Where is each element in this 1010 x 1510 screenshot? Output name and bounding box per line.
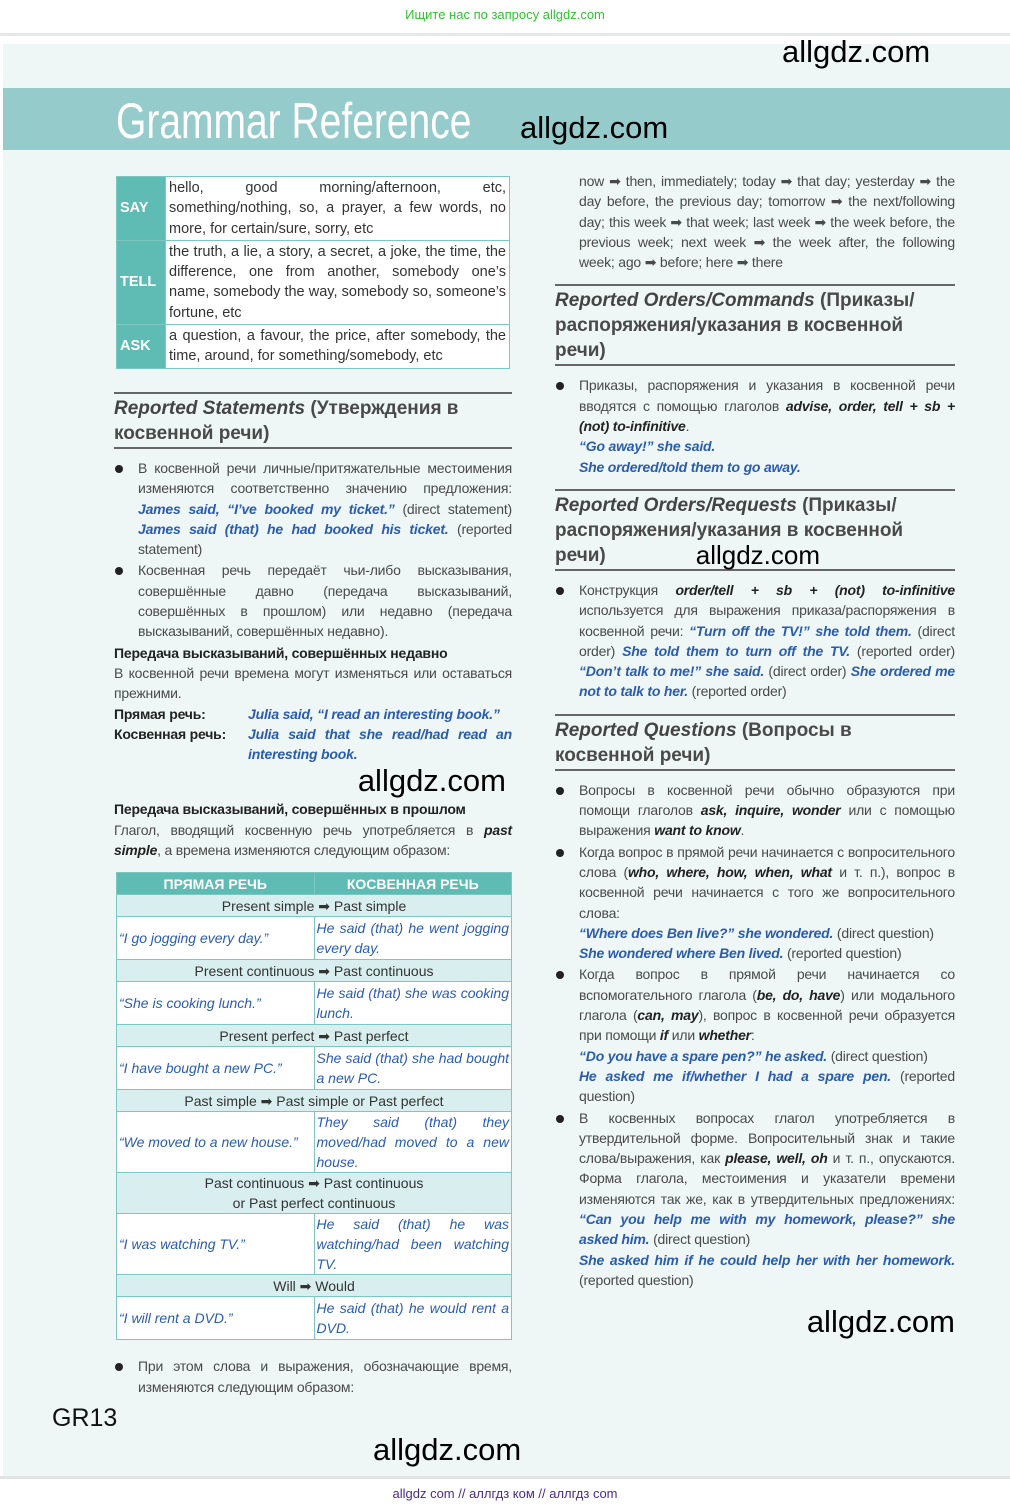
text-run: . [685,418,690,435]
text-run: “Do you have a spare pen?” he asked. [579,1047,827,1064]
text-run: ask, inquire, wonder [700,802,841,819]
verb-collocations: a question, a favour, the price, after somebody, the time, around, for something/somebody, etc [166,325,510,369]
bullet-item [114,560,512,641]
text-run: “Go away!” she said. [579,438,716,455]
text-run: “Don’t talk to me!” she said. [579,663,765,680]
text-run: order/tell + sb + (not) to-infinitive [675,581,956,598]
text-run: и т. п., опускаются. Форма глагола, местоимения и указатели времени изменяются так же, как в утвердительных предложениях: [579,1150,955,1207]
text-run: James said, “I’ve booked my ticket.” [138,500,395,517]
example-text [248,704,512,724]
text-run: (reported question) [579,1067,955,1105]
text-run: Reported Orders/Commands [555,290,815,312]
text-run: Глагол, вводящий косвенную речь употребляется в [114,821,484,838]
text-run: who, where, how, when, what [627,863,832,880]
text-run: В косвенной речи личные/притяжательные местоимения изменяются соответственно значению предложения: [138,460,512,497]
page-title: Grammar Reference [116,93,472,149]
watermark: allgdz.com [520,110,669,145]
text-run: “Can you help me with my homework, please?” she asked him. [579,1210,955,1248]
example-label: Прямая речь: [114,705,206,722]
text-run: James said (that) he had booked his ticket. [138,520,449,537]
example-row [117,982,512,1025]
example-text [248,724,512,765]
divider [0,1476,1010,1479]
example-row [114,724,512,765]
tense-rule-row [117,1173,512,1214]
text-run: He asked me if/whether I had a spare pen. [579,1067,891,1084]
text-run: She ordered/told them to go away. [579,458,801,475]
text-run: Julia said, “I read an interesting book.” [248,705,500,722]
text-run: if [659,1027,669,1044]
text-run: и т. п.), вопрос в косвенной речи начинается с того же вопросительного слова: [579,863,955,921]
text-run: , а времена изменяются следующим образом: [157,842,451,859]
table-row [117,240,510,324]
bullet-line [579,375,955,436]
text-run: (direct question) [833,924,934,941]
paragraph [555,171,955,272]
left-column [114,380,512,1398]
bullet-line [579,1108,955,1250]
bullet-line [579,842,955,923]
bullet-item [555,964,955,1106]
example-row [117,1297,512,1340]
direct-speech-example: “I have bought a new PC.” [117,1047,315,1090]
bullet-line [579,457,955,477]
verb-collocations: the truth, a lie, a story, a secret, a joke, the time, the difference, one from another, somebody one’s name, somebody the way, somebody so, someone’s fortune, etc [166,240,510,324]
text-run: Julia said that she read/had read an interesting book. [248,725,512,763]
text-run: (reported statement) [138,520,512,558]
text-run: (direct question) [649,1231,751,1248]
text-run: advise, order, tell + sb + (not) to-infinitive [579,397,955,435]
direct-speech-example: “I will rent a DVD.” [117,1297,315,1340]
verb-label: TELL [117,240,166,324]
reported-speech-example: They said (that) they moved/had moved to a new house. [314,1112,512,1173]
text-run: ), вопрос в косвенной речи образуется при помощи [579,1007,955,1044]
text-run: (direct question) [827,1047,928,1064]
bullet-line [579,436,955,456]
reported-speech-example: He said (that) he was watching/had been watching TV. [314,1214,512,1275]
tense-rule: Present perfect ➡ Past perfect [117,1025,512,1047]
tense-rule: Past continuous ➡ Past continuous or Past perfect continuous [117,1173,512,1214]
text-run: Reported Orders/Requests [555,494,797,516]
verb-collocations: hello, good morning/afternoon, etc, something/nothing, so, a prayer, a few words, no more, for certain/sure, sorry, etc [166,177,510,241]
text-run: Конструкция [579,581,676,598]
bullet-item [555,375,955,476]
subheading: Передача высказываний, совершённых недавно [114,644,448,661]
table-row [117,325,510,369]
search-hint-banner: Ищите нас по запросу allgdz.com [405,7,605,22]
text-run: (reported question) [783,945,902,962]
bullet-item [555,780,955,841]
bullet-item [555,580,955,702]
text-run: (direct statement) [394,500,512,517]
section-heading [555,714,955,771]
text-run: (Утверждения в косвенной речи) [114,398,459,444]
verb-label: SAY [117,177,166,241]
section-heading [555,284,955,366]
example-row [117,1047,512,1090]
text-run: (reported question) [579,1271,694,1288]
text-run: (direct order) [764,663,851,680]
text-run: (direct order) [579,622,955,659]
text-run: . [740,822,745,839]
direct-speech-example: “We moved to a new house.” [117,1112,315,1173]
text-run: Когда вопрос в прямой речи начинается со вспомогательного глагола ( [579,966,955,1003]
bullet-line [579,943,955,963]
tense-rule-row [117,895,512,917]
text-run: (Приказы/распоряжения/указания в косвенной речи) [555,494,904,566]
direct-speech-example: “She is cooking lunch.” [117,982,315,1025]
text-run: : [750,1027,755,1044]
watermark: allgdz.com [357,763,506,799]
bullet-line [579,580,955,702]
tense-rule: Past simple ➡ Past simple or Past perfect [117,1090,512,1112]
right-column [555,171,955,1340]
tense-rule: Present continuous ➡ Past continuous [117,960,512,982]
example-row [117,1112,512,1173]
text-run: She ordered me not to talk to her. [579,663,955,700]
table-header-row [117,873,512,895]
reported-speech-example: She said (that) she had bought a new PC. [314,1047,512,1090]
text-run: “Turn off the TV!” she told them. [689,622,912,639]
footer-links: allgdz com // аллгдз ком // аллгдз com [392,1486,618,1501]
text-run: whether [698,1027,751,1044]
text-run: ) или модального глагола ( [579,986,955,1024]
reported-speech-example: He said (that) she was cooking lunch. [314,982,512,1025]
watermark: allgdz.com [806,1304,955,1340]
text-run: want to know [654,822,741,839]
text-run: Reported Questions [555,719,737,741]
text-run: be, do, have [756,986,841,1003]
text-run: now ➡ then, immediately; today ➡ that day; yesterday ➡ the day before, the previous day; tomorrow ➡ the next/following day; this week ➡ that week; last week ➡ the week before, the previous week; next week ➡ the week after, the following week; ago ➡ before; here ➡ there [579,173,955,271]
tense-rule-row [117,960,512,982]
text-run: She asked him if he could help her with her homework. [579,1251,955,1268]
bullet-text: При этом слова и выражения, обозначающие время, изменяются следующим образом: [138,1358,512,1395]
column-header: КОСВЕННАЯ РЕЧЬ [314,873,512,895]
text-run: или с помощью выражения [579,802,955,839]
text-run: Косвенная речь передаёт чьи-либо высказывания, совершённые давно (передача высказываний, совершённых в прошлом) или недавно (передача высказываний, совершённых недавно). [138,562,512,640]
paragraph [114,820,512,861]
text-run: “Where does Ben live?” she wondered. [579,924,834,941]
bullet-line [138,458,512,559]
say-tell-ask-table [116,176,510,369]
text-run: (Вопросы в косвенной речи) [555,719,852,766]
text-run: Reported Statements [114,398,306,419]
time-expressions-bullet [114,1356,512,1397]
direct-speech-example: “I was watching TV.” [117,1214,315,1275]
direct-speech-example: “I go jogging every day.” [117,917,315,960]
tense-rule: Will ➡ Would [117,1275,512,1297]
page-code: GR13 [52,1404,118,1432]
subheading: Передача высказываний, совершённых в прошлом [114,801,466,818]
reported-speech-example: He said (that) he went jogging every day. [314,917,512,960]
text-run: (reported order) [849,642,956,659]
paragraph [114,663,512,704]
text-run: Приказы, распоряжения и указания в косвенной речи вводятся с помощью глаголов [579,377,955,414]
bullet-line [138,560,512,641]
bullet-line [579,923,955,943]
text-run: (reported order) [687,683,787,700]
example-row [114,704,512,724]
text-run: В косвенной речи времена могут изменяться или оставаться прежними. [114,664,512,702]
bullet-item [555,842,955,964]
bullet-line [579,780,955,841]
tense-rule-row [117,1025,512,1047]
text-run: (Приказы/распоряжения/указания в косвенной речи) [555,290,915,362]
verb-label: ASK [117,325,166,369]
tense-rule-row [117,1090,512,1112]
section-heading [114,392,512,449]
text-run: She wondered where Ben lived. [579,945,784,962]
bullet-line [579,1046,955,1066]
text-run: She told them to turn off the TV. [622,642,850,659]
bullet-item [114,458,512,559]
text-run: В косвенных вопросах глагол употребляется в утвердительной форме. Вопросительный знак и такие слова/выражения, как [579,1109,955,1167]
tense-shift-table [116,872,512,1340]
text-run: используется для выражения приказа/распоряжения в косвенной речи: [579,602,955,639]
spacer [114,764,512,798]
watermark: allgdz.com [695,539,821,570]
text-run: past simple [114,821,512,859]
text-run: Когда вопрос в прямой речи начинается с вопросительного слова ( [579,843,955,880]
bullet-item [555,1108,955,1291]
column-header: ПРЯМАЯ РЕЧЬ [117,873,315,895]
reported-speech-example: He said (that) he would rent a DVD. [314,1297,512,1340]
table-row [117,177,510,241]
text-run: can, may [637,1007,699,1024]
title-banner [3,88,1010,150]
watermark: allgdz.com [373,1432,522,1467]
tense-rule: Present simple ➡ Past simple [117,895,512,917]
example-row [117,917,512,960]
text-run: please, well, oh [725,1150,828,1167]
bullet-line [579,1066,955,1107]
example-label: Косвенная речь: [114,725,227,742]
tense-rule-row [117,1275,512,1297]
example-row [117,1214,512,1275]
watermark: allgdz.com [782,34,931,69]
bullet-line [579,964,955,1045]
text-run: Вопросы в косвенной речи обычно образуются при помощи глаголов [579,781,955,819]
text-run: или [668,1027,699,1044]
bullet-line [579,1250,955,1291]
section-heading [555,489,955,571]
